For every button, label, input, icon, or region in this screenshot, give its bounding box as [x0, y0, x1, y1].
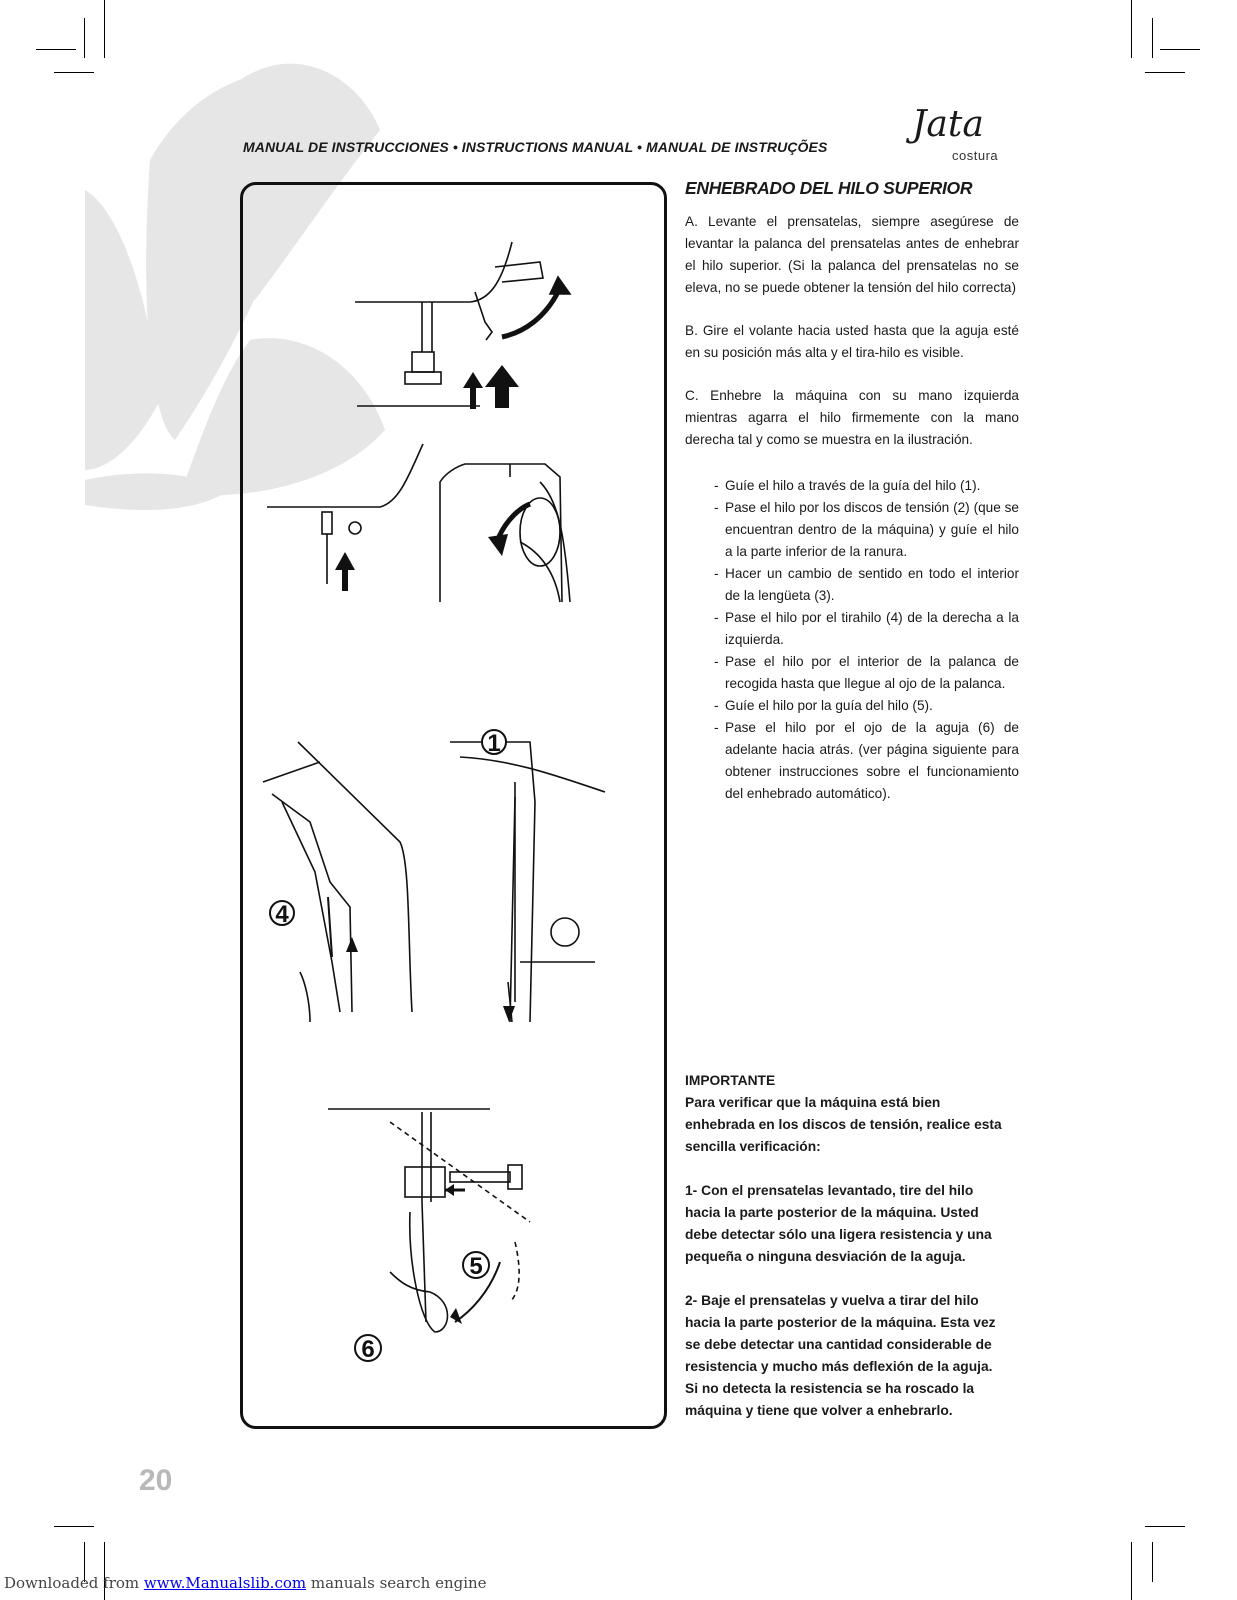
important-intro: Para verificar que la máquina está bien enhebrada en los discos de tensión, realice esta sencilla verificación: [685, 1095, 1002, 1154]
needle-threading-figure [328, 1109, 530, 1332]
manualslib-link[interactable]: www.Manualslib.com [143, 1574, 307, 1592]
important-check-1: 1- Con el prensatelas levantado, tire del hilo hacia la parte posterior de la máquina. Usted debe detectar sólo una ligera resistencia y una pequeña o ninguna desviación de la aguja. [685, 1183, 992, 1264]
step-item: - Pase el hilo por el tirahilo (4) de la derecha a la izquierda. [714, 610, 1019, 647]
step-item: - Pase el hilo por el ojo de la aguja (6) de adelante hacia atrás. (ver página siguiente para obtener instrucciones sobre el funcionamiento del enhebrado automático). [714, 720, 1019, 801]
footer-suffix: manuals search engine [306, 1574, 487, 1592]
callout-1: 1 [487, 730, 501, 757]
download-footer [4, 1574, 487, 1592]
important-heading: IMPORTANTE [685, 1073, 776, 1088]
brand-logo: Jata [912, 104, 984, 145]
instruction-a: A. Levante el prensatelas, siempre asegúrese de levantar la palanca del prensatelas antes de enhebrar el hilo superior. (Si la palanca del prensatelas no se eleva, no se puede obtener la tensión del hilo correcta) [685, 214, 1019, 295]
step-item: - Hacer un cambio de sentido en todo el interior de la lengüeta (3). [714, 566, 1019, 603]
step-item: - Pase el hilo por el interior de la palanca de recogida hasta que llegue al ojo de la palanca. [714, 654, 1019, 691]
crop-mark [104, 0, 105, 58]
instruction-b: B. Gire el volante hacia usted hasta que la aguja esté en su posición más alta y el tira-hilo es visible. [685, 323, 1019, 360]
section-title: ENHEBRADO DEL HILO SUPERIOR [685, 178, 973, 198]
page-number: 20 [139, 1464, 173, 1497]
crop-mark [36, 49, 76, 50]
step-item: - Guíe el hilo a través de la guía del hilo (1). [714, 478, 981, 493]
threading-illustrations [240, 182, 667, 1429]
crop-mark [1152, 1542, 1153, 1582]
crop-mark [84, 18, 85, 58]
manual-header: MANUAL DE INSTRUCCIONES • INSTRUCTIONS MANUAL • MANUAL DE INSTRUÇÕES [243, 139, 828, 155]
presser-foot-figure [355, 242, 558, 406]
threading-steps [714, 475, 1019, 805]
important-notice [685, 1070, 1005, 1444]
callout-5: 5 [469, 1253, 483, 1280]
crop-mark [1145, 1526, 1185, 1527]
callout-4: 4 [275, 901, 289, 928]
instruction-paragraphs [685, 211, 1019, 472]
callout-6: 6 [361, 1336, 375, 1363]
important-check-2: 2- Baje el prensatelas y vuelva a tirar del hilo hacia la parte posterior de la máquina. Esta vez se debe detectar una cantidad considerable de resistencia y mucho más deflexión de la aguja. Si no detecta la resistencia se ha roscado la máquina y tiene que volver a enhebrarlo. [685, 1293, 996, 1418]
instruction-c: C. Enhebre la máquina con su mano izquierda mientras agarra el hilo firmemente con la mano derecha tal y como se muestra en la ilustración. [685, 388, 1019, 447]
crop-mark [54, 72, 94, 73]
takeup-lever-figure [263, 742, 605, 1022]
crop-mark [1131, 0, 1132, 58]
crop-mark [54, 1526, 94, 1527]
crop-mark [1145, 72, 1185, 73]
footer-prefix: Downloaded from [4, 1574, 144, 1592]
callouts [270, 730, 506, 1363]
handwheel-figure [440, 464, 570, 602]
crop-mark [1152, 18, 1153, 58]
crop-mark [1131, 1542, 1132, 1600]
brand-logo-subtitle: costura [952, 148, 999, 163]
step-item: - Pase el hilo por los discos de tensión (2) (que se encuentran dentro de la máquina) y guíe el hilo a la parte inferior de la ranura. [714, 500, 1019, 559]
crop-mark [1160, 49, 1200, 50]
step-item: - Guíe el hilo por la guía del hilo (5). [714, 698, 933, 713]
